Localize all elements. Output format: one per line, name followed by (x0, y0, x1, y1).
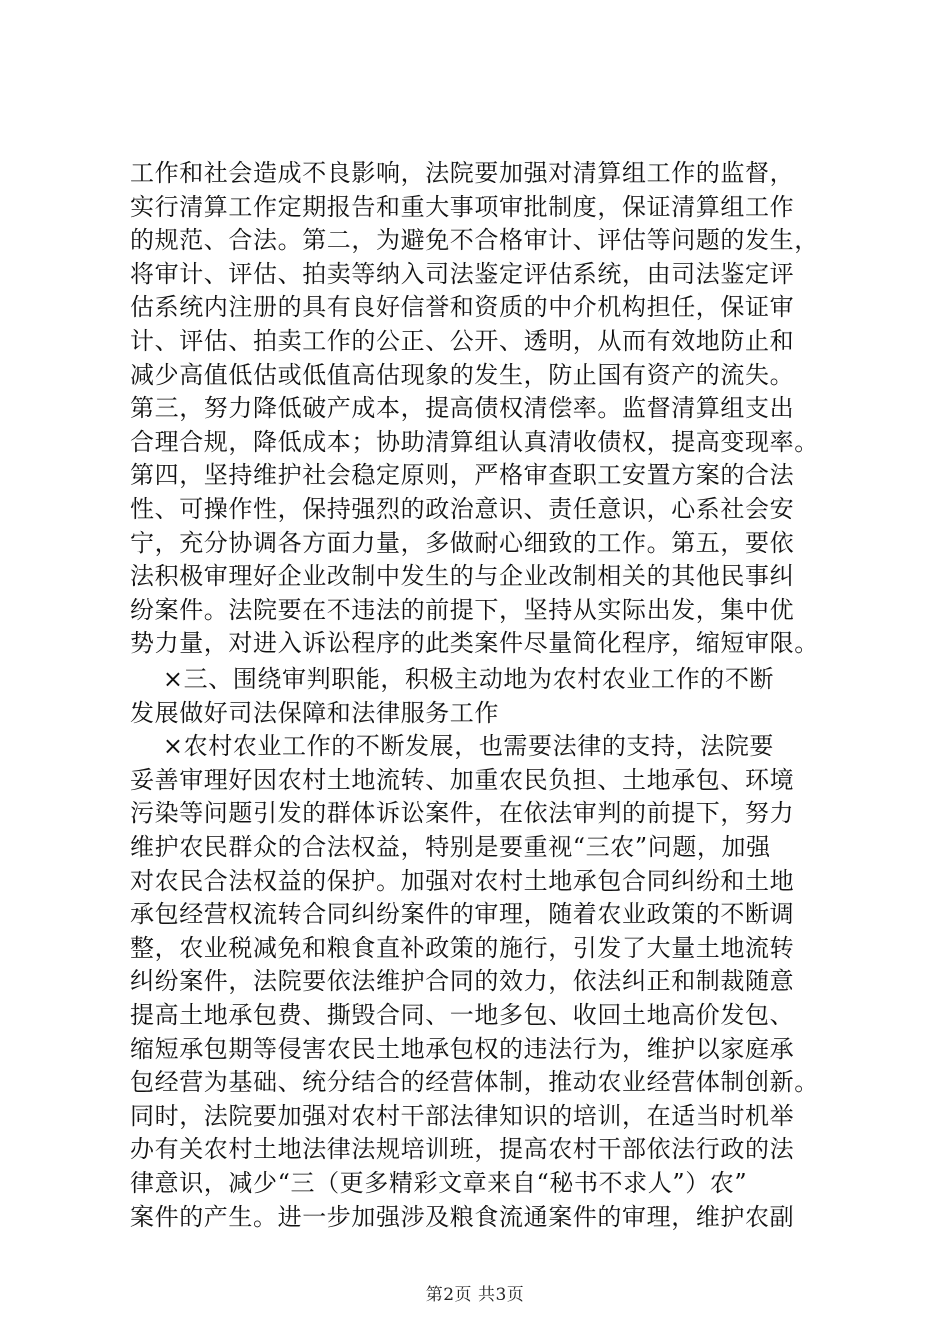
text-line: 案件的产生。进一步加强涉及粮食流通案件的审理，维护农副 (130, 1202, 795, 1231)
text-line: 纷案件。法院要在不违法的前提下，坚持从实际出发，集中优 (130, 595, 795, 624)
text-line: 办有关农村土地法律法规培训班，提高农村干部依法行政的法 (130, 1135, 795, 1164)
text-line: 包经营为基础、统分结合的经营体制，推动农业经营体制创新。 (130, 1068, 819, 1097)
text-line: 同时，法院要加强对农村干部法律知识的培训，在适当时机举 (130, 1101, 795, 1130)
text-line: 维护农民群众的合法权益，特别是要重视“三农”问题，加强 (130, 832, 771, 861)
heading-line: 发展做好司法保障和法律服务工作 (130, 698, 499, 727)
text-line: 第三，努力降低破产成本，提高债权清偿率。监督清算组支出 (130, 394, 795, 423)
text-line: 合理合规，降低成本；协助清算组认真清收债权，提高变现率。 (130, 427, 819, 456)
text-line: 妥善审理好因农村土地流转、加重农民负担、土地承包、环境 (130, 765, 795, 794)
paragraph-rural-agriculture (130, 730, 850, 1234)
text-line: 性、可操作性，保持强烈的政治意识、责任意识，心系社会安 (130, 494, 795, 523)
text-line: 的规范、合法。第二，为避免不合格审计、评估等问题的发生， (130, 226, 819, 255)
text-line: 承包经营权流转合同纠纷案件的审理，随着农业政策的不断调 (130, 900, 795, 929)
text-line: 工作和社会造成不良影响，法院要加强对清算组工作的监督， (130, 159, 795, 187)
text-line: 计、评估、拍卖工作的公正、公开、透明，从而有效地防止和 (130, 326, 795, 355)
heading-line: ×三、围绕审判职能，积极主动地为农村农业工作的不断 (130, 665, 775, 693)
text-line: 纠纷案件，法院要依法维护合同的效力，依法纠正和制裁随意 (130, 967, 795, 996)
text-line: 污染等问题引发的群体诉讼案件，在依法审判的前提下，努力 (130, 799, 795, 828)
text-line: 减少高值低估或低值高估现象的发生，防止国有资产的流失。 (130, 360, 795, 389)
text-line: 势力量，对进入诉讼程序的此类案件尽量简化程序，缩短审限。 (130, 629, 819, 658)
section-heading (130, 663, 850, 730)
paragraph-bankruptcy-supervision (130, 157, 850, 661)
text-line: 律意识，减少“三（更多精彩文章来自“秘书不求人”）农” (130, 1168, 748, 1197)
text-line: 第四，坚持维护社会稳定原则，严格审查职工安置方案的合法 (130, 461, 795, 490)
text-line: 实行清算工作定期报告和重大事项审批制度，保证清算组工作 (130, 192, 795, 221)
text-line: 整，农业税减免和粮食直补政策的施行，引发了大量土地流转 (130, 933, 795, 962)
text-line: 估系统内注册的具有良好信誉和资质的中介机构担任，保证审 (130, 293, 795, 322)
page-number-footer: 第2页 共3页 (425, 1285, 525, 1305)
text-line: 将审计、评估、拍卖等纳入司法鉴定评估系统，由司法鉴定评 (130, 259, 795, 288)
text-line: 对农民合法权益的保护。加强对农村土地承包合同纠纷和土地 (130, 866, 795, 895)
text-line: 提高土地承包费、撕毁合同、一地多包、收回土地高价发包、 (130, 1000, 795, 1029)
text-line: ×农村农业工作的不断发展，也需要法律的支持，法院要 (130, 732, 775, 761)
text-line: 宁，充分协调各方面力量，多做耐心细致的工作。第五，要依 (130, 528, 795, 557)
section-three (130, 663, 850, 1234)
text-line: 法积极审理好企业改制中发生的与企业改制相关的其他民事纠 (130, 562, 795, 591)
text-line: 缩短承包期等侵害农民土地承包权的违法行为，维护以家庭承 (130, 1034, 795, 1063)
